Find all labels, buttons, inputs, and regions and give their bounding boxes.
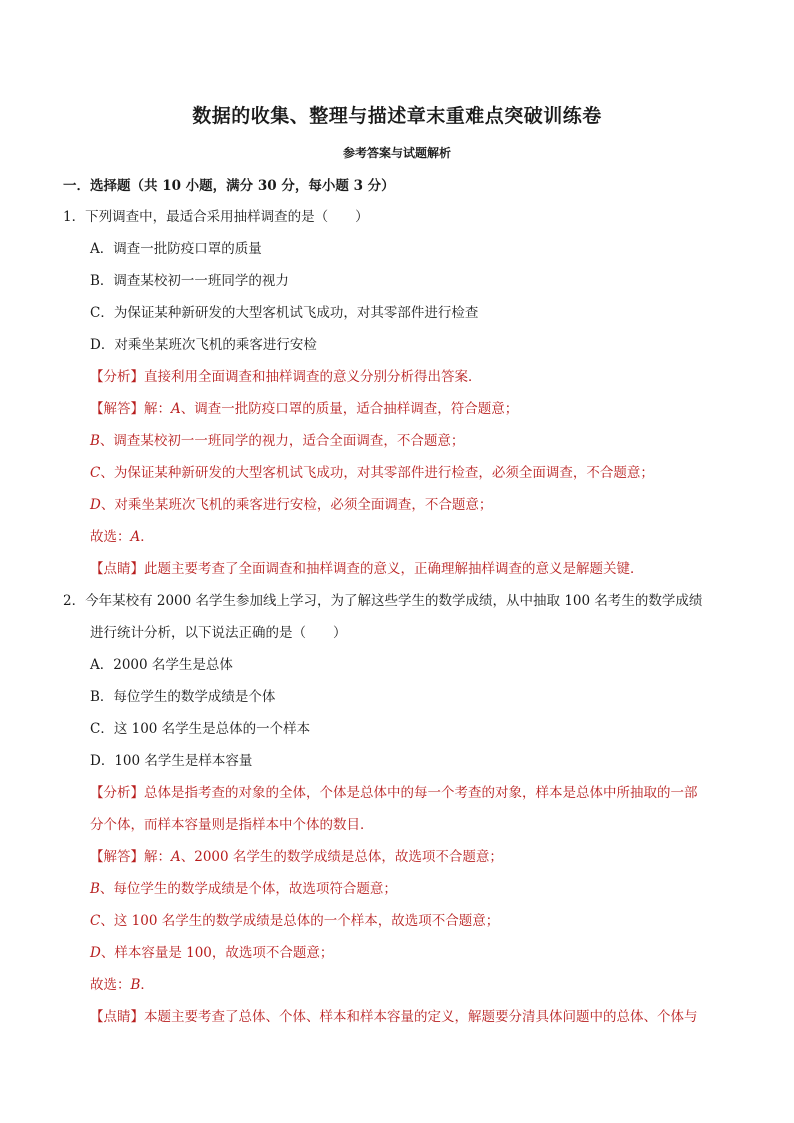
q1-analysis-text: 直接利用全面调查和抽样调查的意义分别分析得出答案．	[144, 369, 482, 385]
q2-answer-letter-d: D	[90, 945, 101, 961]
doc-title: 数据的收集、整理与描述章末重难点突破训练卷	[192, 105, 602, 127]
q1-choice-prefix: 故选：	[90, 529, 131, 545]
q1-analysis-tag: 【分析】	[90, 369, 144, 385]
q2-answer-tag: 【解答】	[90, 849, 144, 865]
q2-option-d: D．100 名学生是样本容量	[90, 753, 253, 769]
q1-option-d: D．对乘坐某班次飞机的乘客进行安检	[90, 337, 317, 353]
q2-analysis-tag: 【分析】	[90, 785, 144, 801]
q2-comment	[90, 1007, 740, 1027]
q1-answer-letter-a: A	[171, 401, 181, 417]
q1-answer-text-a: 、调查一批防疫口罩的质量，适合抽样调查，符合题意；	[180, 401, 519, 417]
q1-answer-line-c	[90, 463, 740, 483]
q2-answer-prefix: 解：	[144, 849, 171, 865]
q1-option-a: A．调查一批防疫口罩的质量	[90, 241, 262, 257]
q1-answer-text-d: 、对乘坐某班次飞机的乘客进行安检，必须全面调查，不合题意；	[100, 497, 493, 513]
q1-answer-letter-c: C	[90, 465, 101, 481]
q2-choice-prefix: 故选：	[90, 977, 131, 993]
q2-answer-text-d: 、样本容量是 100，故选项不合题意；	[100, 945, 334, 961]
q1-answer-text-c: 、为保证某种新研发的大型客机试飞成功，对其零部件进行检查，必须全面调查，不合题意；	[100, 465, 654, 481]
q1-comment-text: 此题主要考查了全面调查和抽样调查的意义，正确理解抽样调查的意义是解题关键．	[144, 561, 644, 577]
q1-answer-letter-d: D	[90, 497, 101, 513]
q1-answer-letter-b: B	[90, 433, 100, 449]
q1-choice-letter: A	[130, 529, 141, 545]
q1-comment-tag: 【点睛】	[90, 561, 144, 577]
q2-answer-letter-c: C	[90, 913, 101, 929]
q2-choice-end: ．	[140, 977, 154, 993]
q1-answer-tag: 【解答】	[90, 401, 144, 417]
q1-answer-line-d	[90, 495, 740, 515]
q2-analysis-text-1: 总体是指考查的对象的全体，个体是总体中的每一个考查的对象，样本是总体中所抽取的一部	[144, 785, 698, 801]
q2-analysis	[90, 783, 740, 803]
q1-analysis	[90, 367, 740, 387]
q2-answer-text-b: 、每位学生的数学成绩是个体，故选项符合题意；	[99, 881, 397, 897]
q1-answer	[90, 399, 740, 419]
doc-subtitle: 参考答案与试题解析	[342, 146, 451, 160]
q1-answer-line-b	[90, 431, 740, 451]
q2-comment-tag: 【点睛】	[90, 1009, 144, 1025]
section-heading: 一．选择题（共 10 小题，满分 30 分，每小题 3 分）	[63, 178, 395, 194]
q2-option-b: B．每位学生的数学成绩是个体	[90, 689, 276, 705]
q1-stem: 1．下列调查中，最适合采用抽样调查的是（ ）	[63, 209, 369, 225]
q1-comment	[90, 559, 740, 579]
q2-comment-text: 本题主要考查了总体、个体、样本和样本容量的定义，解题要分清具体问题中的总体、个体与	[144, 1009, 698, 1025]
q2-answer-line-d	[90, 943, 740, 963]
q2-answer-text-c: 、这 100 名学生的数学成绩是总体的一个样本，故选项不合题意；	[100, 913, 500, 929]
q1-answer-prefix: 解：	[144, 401, 171, 417]
q2-choice-letter: B	[130, 977, 141, 993]
q1-choice	[90, 527, 740, 547]
q1-choice-end: ．	[140, 529, 154, 545]
q2-answer-line-b	[90, 879, 740, 899]
q2-stem-line1: 2．今年某校有 2000 名学生参加线上学习，为了解这些学生的数学成绩，从中抽取 100 名考生的数学成绩	[63, 593, 703, 609]
q2-answer-line-c	[90, 911, 740, 931]
q1-option-c: C．为保证某种新研发的大型客机试飞成功，对其零部件进行检查	[90, 305, 479, 321]
q1-option-b: B．调查某校初一一班同学的视力	[90, 273, 289, 289]
q2-option-c: C．这 100 名学生是总体的一个样本	[90, 721, 311, 737]
q2-stem-line2: 进行统计分析，以下说法正确的是（ ）	[90, 625, 347, 641]
q2-option-a: A．2000 名学生是总体	[90, 657, 233, 673]
q2-answer-letter-a: A	[171, 849, 181, 865]
q2-answer-letter-b: B	[90, 881, 100, 897]
q1-answer-text-b: 、调查某校初一一班同学的视力，适合全面调查，不合题意；	[99, 433, 465, 449]
q2-answer-text-a: 、2000 名学生的数学成绩是总体，故选项不合题意；	[180, 849, 503, 865]
q2-answer	[90, 847, 740, 867]
q2-choice	[90, 975, 740, 995]
q2-analysis-line2: 分个体，而样本容量则是指样本中个体的数目．	[90, 817, 374, 833]
